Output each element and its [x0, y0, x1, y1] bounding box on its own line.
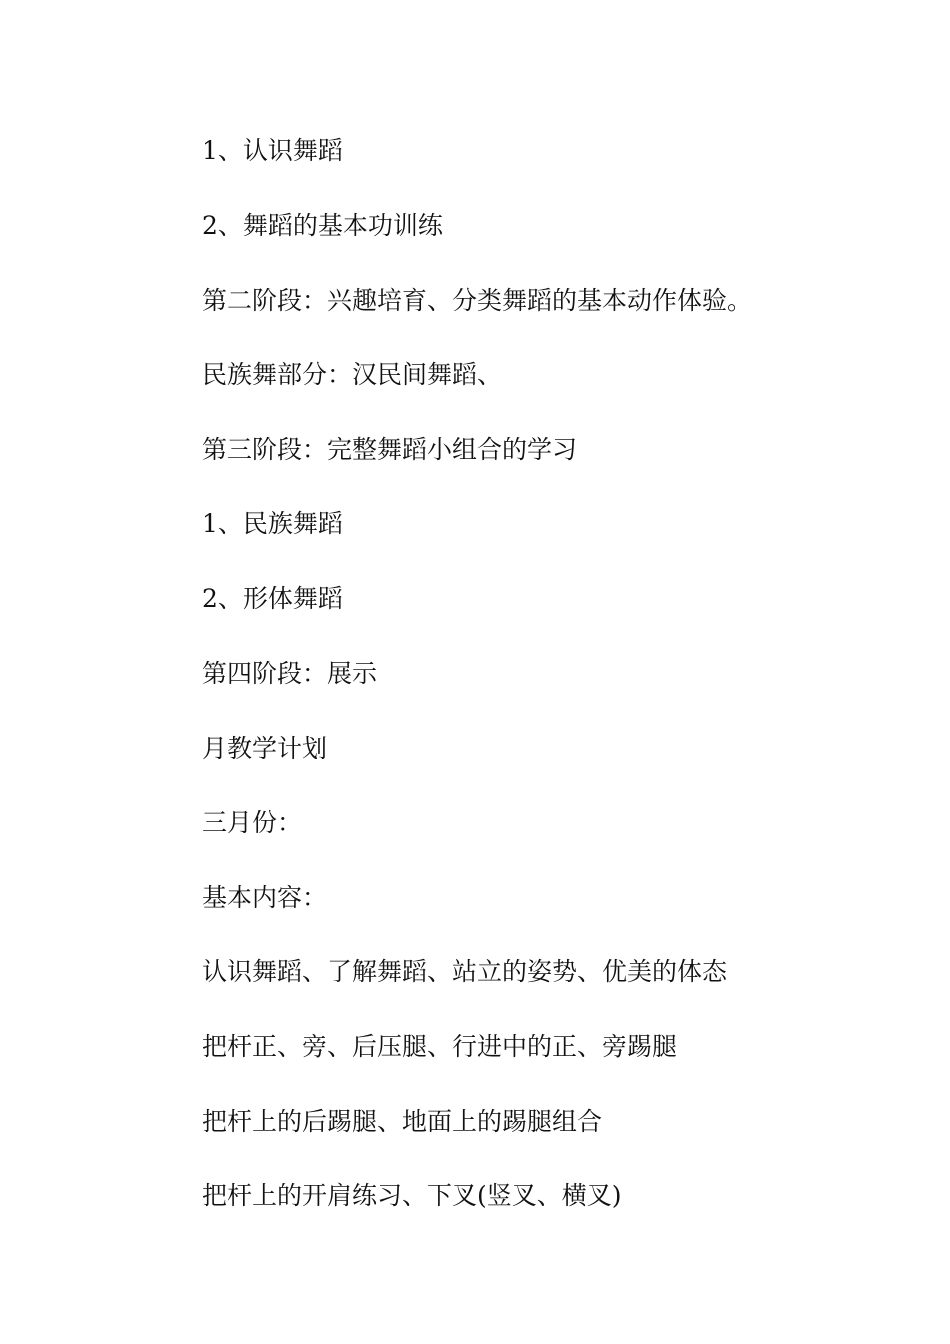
monthly-plan-heading: 月教学计划	[202, 734, 328, 763]
content-line-4: 把杆上的开肩练习、下叉(竖叉、横叉)	[202, 1181, 622, 1210]
content-line-3: 把杆上的后踢腿、地面上的踢腿组合	[202, 1107, 603, 1136]
list-item-body-dance: 2、形体舞蹈	[202, 584, 343, 613]
folk-dance-section: 民族舞部分：汉民间舞蹈、	[202, 360, 503, 389]
list-item-folk-dance: 1、民族舞蹈	[202, 509, 343, 538]
march-heading: 三月份：	[202, 808, 303, 837]
list-item-1: 1、认识舞蹈	[202, 136, 343, 165]
content-line-2: 把杆正、旁、后压腿、行进中的正、旁踢腿	[202, 1032, 678, 1061]
stage-two-heading: 第二阶段：兴趣培育、分类舞蹈的基本动作体验。	[202, 286, 753, 315]
list-item-2: 2、舞蹈的基本功训练	[202, 211, 443, 240]
stage-three-heading: 第三阶段：完整舞蹈小组合的学习	[202, 435, 578, 464]
stage-four-heading: 第四阶段：展示	[202, 659, 378, 688]
content-line-1: 认识舞蹈、了解舞蹈、站立的姿势、优美的体态	[202, 957, 728, 986]
basic-content-label: 基本内容：	[202, 883, 328, 912]
